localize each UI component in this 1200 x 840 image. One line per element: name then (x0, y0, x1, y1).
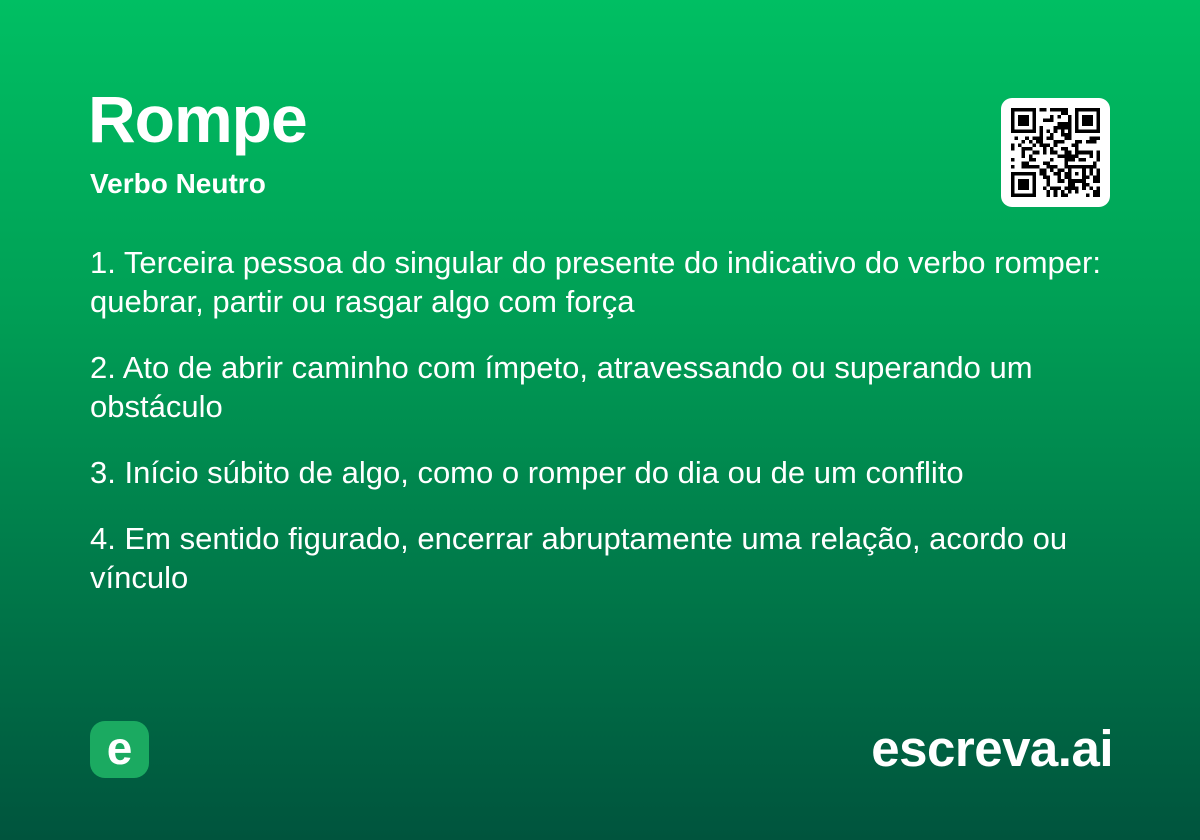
brand-name: escreva.ai (871, 720, 1113, 777)
definitions-list (90, 243, 1120, 624)
brand-logo (90, 721, 149, 778)
definition-item-3: 3. Início súbito de algo, como o romper do dia ou de um conflito (90, 455, 964, 490)
brand-logo-letter: e (106, 721, 133, 774)
word-title: Rompe (88, 82, 307, 156)
definition-item-1: 1. Terceira pessoa do singular do presente do indicativo do verbo romper: quebrar, partir ou rasgar algo com força (90, 245, 1101, 319)
word-type-subtitle: Verbo Neutro (90, 168, 266, 199)
definition-item-4: 4. Em sentido figurado, encerrar abruptamente uma relação, acordo ou vínculo (90, 521, 1068, 595)
qr-code-pattern (1011, 108, 1100, 197)
qr-code (1001, 98, 1110, 207)
definition-item-2: 2. Ato de abrir caminho com ímpeto, atravessando ou superando um obstáculo (90, 350, 1033, 424)
